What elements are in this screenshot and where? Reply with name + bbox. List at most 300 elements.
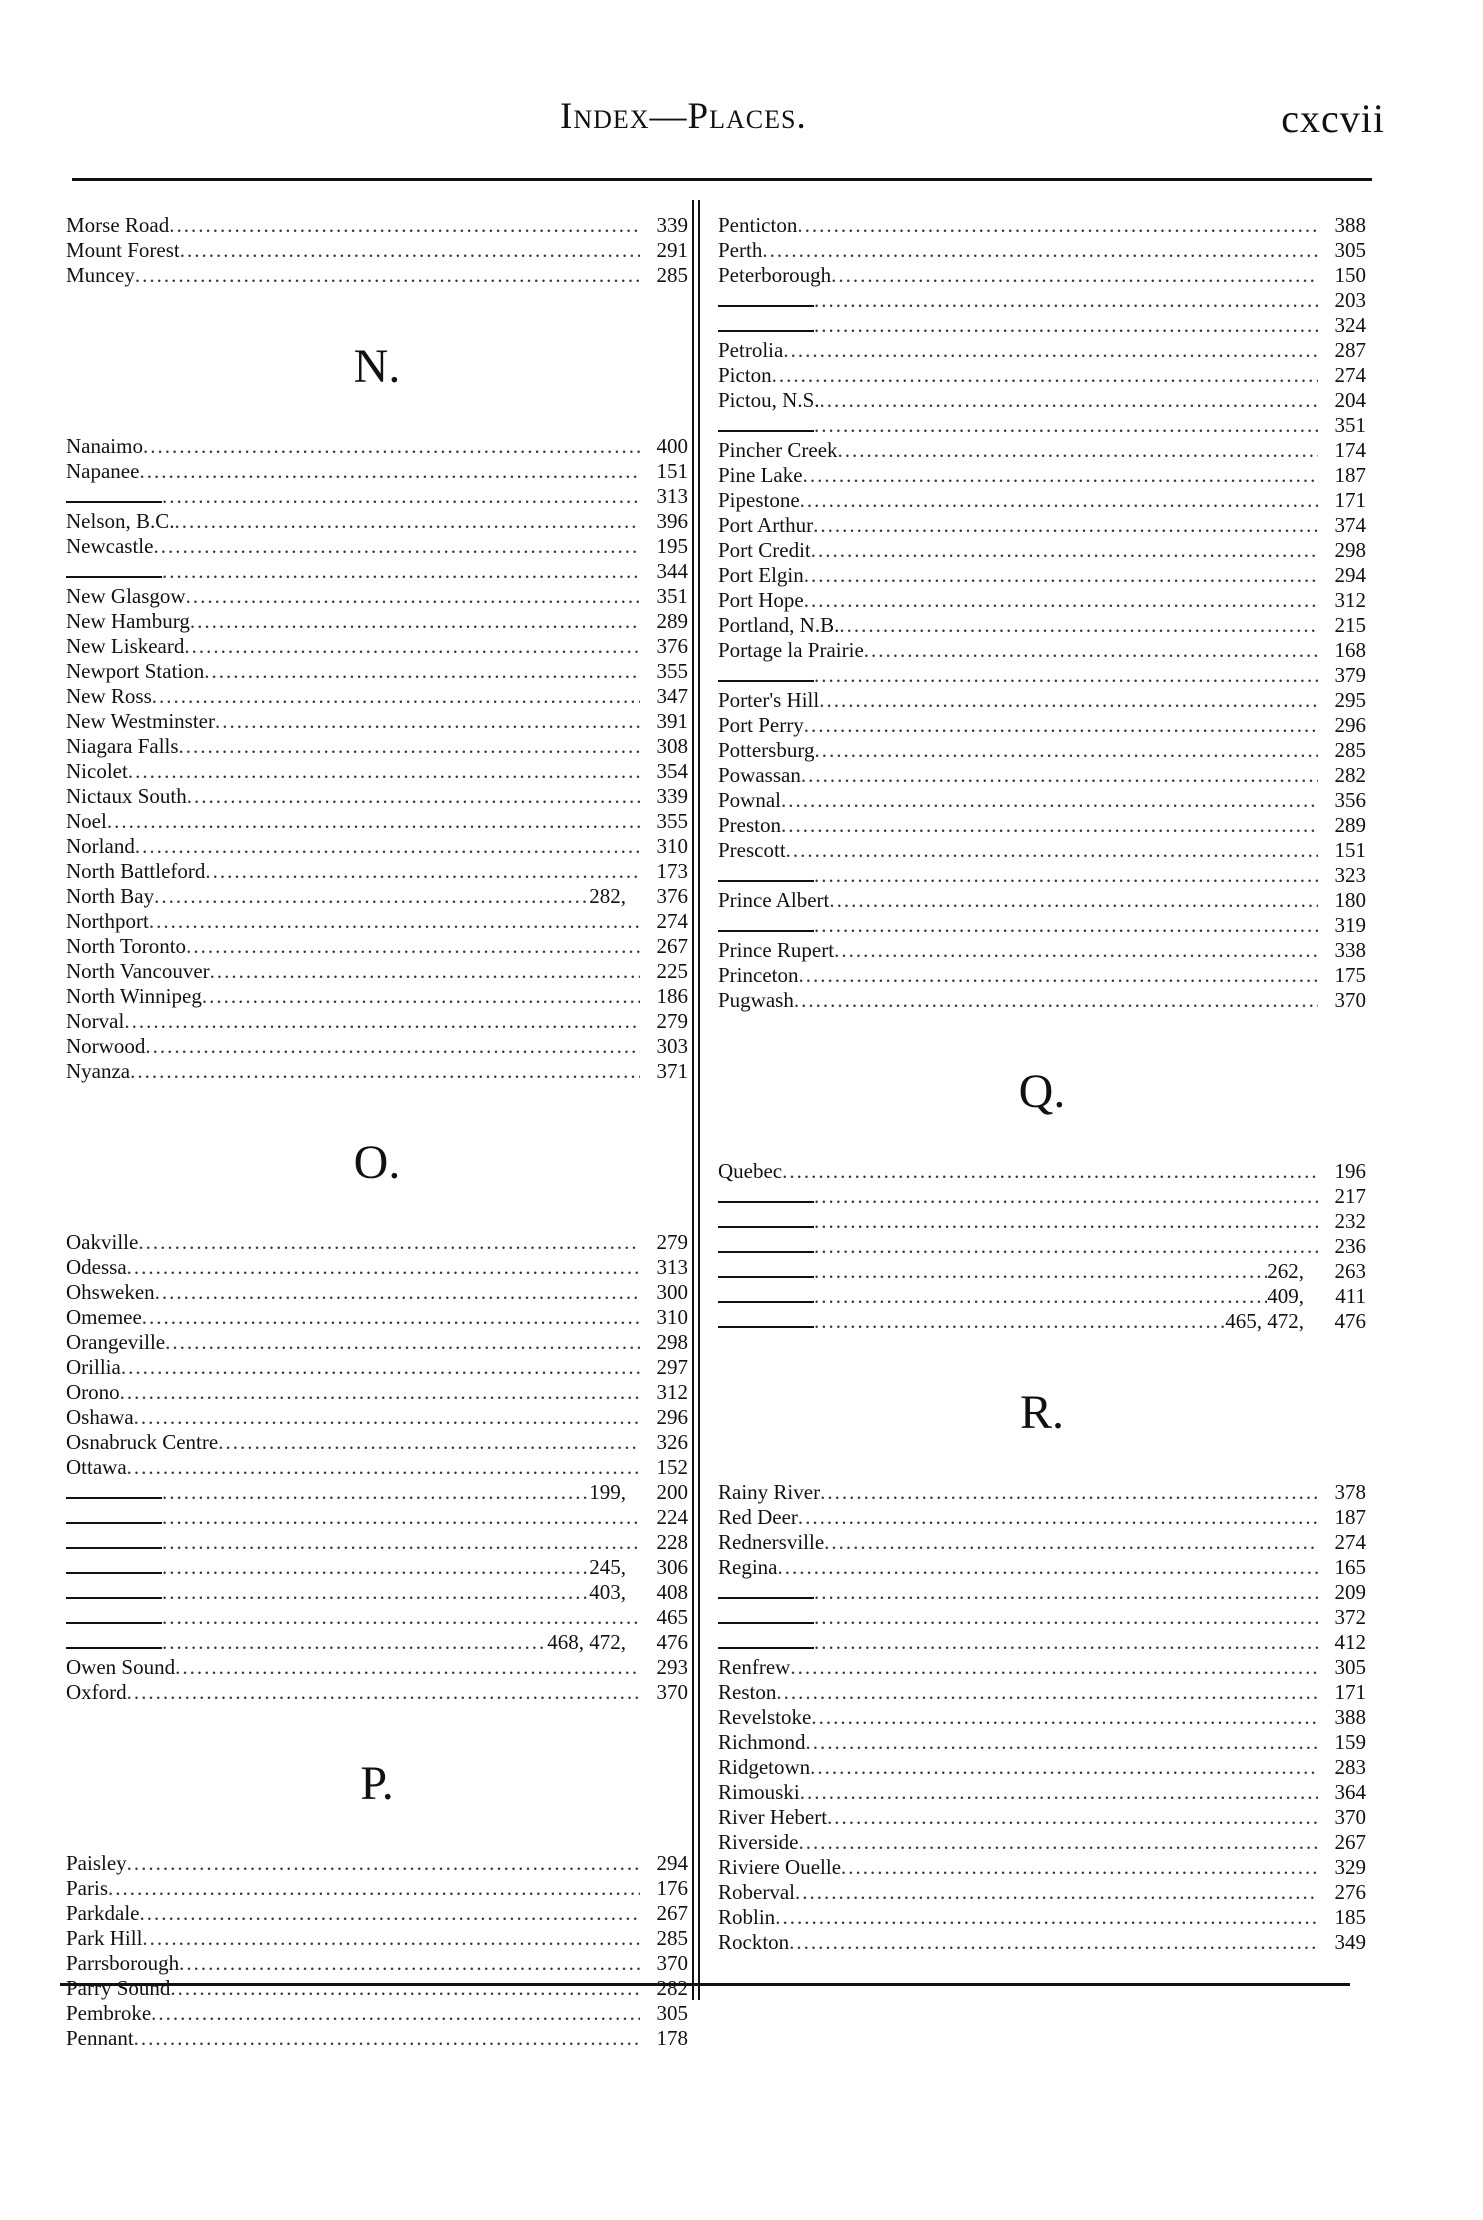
dot-leader bbox=[175, 1655, 640, 1680]
index-entry bbox=[66, 1430, 688, 1455]
index-entry bbox=[718, 1555, 1366, 1580]
index-entry bbox=[66, 909, 688, 934]
index-entry bbox=[66, 1305, 688, 1330]
page-reference: 298 bbox=[1334, 538, 1366, 562]
page-reference: 187 bbox=[1334, 463, 1366, 487]
index-entry bbox=[718, 838, 1366, 863]
page-reference: 185 bbox=[1334, 1905, 1366, 1929]
page-reference: 171 bbox=[1334, 488, 1366, 512]
dot-leader bbox=[215, 709, 640, 734]
dot-leader bbox=[184, 634, 640, 659]
place-name: Napanee bbox=[66, 459, 140, 483]
dot-leader bbox=[814, 413, 1318, 438]
dot-leader bbox=[819, 688, 1318, 713]
page-reference: 224 bbox=[656, 1505, 688, 1529]
index-entry bbox=[718, 1259, 1366, 1284]
dot-leader bbox=[789, 1930, 1318, 1955]
page-reference: 376 bbox=[656, 634, 688, 658]
place-name: Pictou, N.S. bbox=[718, 388, 820, 412]
place-name: Ohsweken bbox=[66, 1280, 155, 1304]
page-reference: 159 bbox=[1334, 1730, 1366, 1754]
place-name: Oakville bbox=[66, 1230, 139, 1254]
dot-leader bbox=[824, 1530, 1318, 1555]
page-reference: 351 bbox=[656, 584, 688, 608]
page-reference: 285 bbox=[656, 263, 688, 287]
page-reference: 151 bbox=[1334, 838, 1366, 862]
place-name: Niagara Falls bbox=[66, 734, 179, 758]
dot-leader bbox=[135, 834, 640, 859]
dot-leader bbox=[162, 1580, 589, 1605]
dot-leader bbox=[124, 1009, 640, 1034]
ditto-dash bbox=[718, 1585, 814, 1599]
page-reference: 400 bbox=[656, 434, 688, 458]
dot-leader bbox=[204, 659, 640, 684]
page-reference: 267 bbox=[656, 934, 688, 958]
dot-leader bbox=[800, 1780, 1318, 1805]
index-entry bbox=[718, 1855, 1366, 1880]
page-reference: 313 bbox=[656, 484, 688, 508]
ditto-dash bbox=[66, 1560, 162, 1574]
place-name: Peterborough bbox=[718, 263, 832, 287]
ditto-dash bbox=[718, 1314, 814, 1328]
page-reference: 294 bbox=[1334, 563, 1366, 587]
page-reference: 396 bbox=[656, 509, 688, 533]
dot-leader bbox=[864, 638, 1318, 663]
page-reference: 171 bbox=[1334, 1680, 1366, 1704]
index-entry bbox=[66, 484, 688, 509]
index-entry bbox=[718, 738, 1366, 763]
page-reference: 200 bbox=[656, 1480, 688, 1504]
place-name: Noel bbox=[66, 809, 107, 833]
index-entry bbox=[718, 1284, 1366, 1309]
dot-leader bbox=[800, 488, 1318, 513]
dot-leader bbox=[790, 1655, 1318, 1680]
place-name: Ridgetown bbox=[718, 1755, 811, 1779]
top-rule bbox=[72, 178, 1372, 181]
letter-group bbox=[718, 1378, 1366, 1955]
dot-leader bbox=[814, 1184, 1318, 1209]
page-reference: 178 bbox=[656, 2026, 688, 2050]
page-reference: 354 bbox=[656, 759, 688, 783]
place-name: Newport Station bbox=[66, 659, 205, 683]
page-reference: 310 bbox=[656, 1305, 688, 1329]
dot-leader bbox=[170, 1976, 640, 2001]
section-letter: O. bbox=[353, 1136, 401, 1189]
ditto-dash bbox=[718, 1610, 814, 1624]
place-name: Norval bbox=[66, 1009, 125, 1033]
dot-leader bbox=[781, 788, 1318, 813]
place-name: Princeton bbox=[718, 963, 799, 987]
page-reference: 323 bbox=[1334, 863, 1366, 887]
dot-leader bbox=[162, 1605, 640, 1630]
letter-group bbox=[66, 1749, 688, 2051]
page-reference: 338 bbox=[1334, 938, 1366, 962]
index-entry bbox=[718, 1309, 1366, 1334]
ditto-dash bbox=[66, 489, 162, 503]
index-entry bbox=[66, 534, 688, 559]
index-entry bbox=[718, 313, 1366, 338]
place-name: North Winnipeg bbox=[66, 984, 202, 1008]
index-entry bbox=[718, 538, 1366, 563]
index-entry bbox=[718, 238, 1366, 263]
index-entry bbox=[718, 1705, 1366, 1730]
place-name: Parry Sound bbox=[66, 1976, 171, 2000]
page-reference: 293 bbox=[656, 1655, 688, 1679]
ditto-dash bbox=[718, 1289, 814, 1303]
index-entry bbox=[66, 459, 688, 484]
page-reference: 465 bbox=[656, 1605, 688, 1629]
page-reference: 312 bbox=[1334, 588, 1366, 612]
index-entry bbox=[66, 1851, 688, 1876]
dot-leader bbox=[814, 1309, 1225, 1334]
page-reference: 379 bbox=[1334, 663, 1366, 687]
dot-leader bbox=[134, 1405, 640, 1430]
letter-group bbox=[66, 332, 688, 1084]
index-entry bbox=[718, 1159, 1366, 1184]
index-entry bbox=[718, 288, 1366, 313]
place-name: Ottawa bbox=[66, 1455, 127, 1479]
index-entry bbox=[66, 1555, 688, 1580]
index-entry bbox=[66, 1255, 688, 1280]
dot-leader bbox=[155, 1280, 640, 1305]
page-reference: 370 bbox=[656, 1951, 688, 1975]
index-entry bbox=[718, 1184, 1366, 1209]
page-reference: 351 bbox=[1334, 413, 1366, 437]
dot-leader bbox=[813, 513, 1318, 538]
index-entry bbox=[66, 434, 688, 459]
place-name: Muncey bbox=[66, 263, 135, 287]
extra-page-numbers: 245, bbox=[589, 1555, 626, 1579]
letter-group bbox=[66, 213, 688, 288]
place-name: Pincher Creek bbox=[718, 438, 838, 462]
dot-leader bbox=[149, 909, 640, 934]
page-reference: 305 bbox=[1334, 238, 1366, 262]
bottom-rule bbox=[60, 1983, 1350, 1986]
place-name: Prince Albert bbox=[718, 888, 830, 912]
index-entry bbox=[66, 1230, 688, 1255]
index-entry bbox=[66, 884, 688, 909]
page-reference: 195 bbox=[656, 534, 688, 558]
dot-leader bbox=[814, 1234, 1318, 1259]
place-name: Nicolet bbox=[66, 759, 128, 783]
place-name: Norwood bbox=[66, 1034, 146, 1058]
section-letter: Q. bbox=[1018, 1065, 1066, 1118]
index-entry bbox=[66, 709, 688, 734]
page-reference: 276 bbox=[1334, 1880, 1366, 1904]
ditto-dash bbox=[66, 564, 162, 578]
dot-leader bbox=[811, 1705, 1318, 1730]
place-name: Red Deer bbox=[718, 1505, 798, 1529]
page-reference: 279 bbox=[656, 1009, 688, 1033]
index-entry bbox=[718, 488, 1366, 513]
dot-leader bbox=[798, 1830, 1318, 1855]
dot-leader bbox=[776, 1680, 1318, 1705]
dot-leader bbox=[838, 438, 1318, 463]
page-reference: 282 bbox=[1334, 763, 1366, 787]
dot-leader bbox=[135, 263, 640, 288]
dot-leader bbox=[130, 1059, 640, 1084]
dot-leader bbox=[162, 1530, 640, 1555]
dot-leader bbox=[120, 1380, 640, 1405]
dot-leader bbox=[804, 563, 1318, 588]
index-entry bbox=[66, 984, 688, 1009]
page-reference: 349 bbox=[1334, 1930, 1366, 1954]
dot-leader bbox=[180, 238, 640, 263]
index-entry bbox=[718, 638, 1366, 663]
index-entry bbox=[718, 938, 1366, 963]
place-name: Penticton bbox=[718, 213, 798, 237]
page-reference: 267 bbox=[1334, 1830, 1366, 1854]
page-reference: 274 bbox=[1334, 1530, 1366, 1554]
ditto-dash bbox=[718, 293, 814, 307]
index-entry bbox=[718, 1780, 1366, 1805]
page-reference: 176 bbox=[656, 1876, 688, 1900]
dot-leader bbox=[820, 388, 1318, 413]
letter-group bbox=[718, 1057, 1366, 1334]
page-reference: 329 bbox=[1334, 1855, 1366, 1879]
index-entry bbox=[718, 363, 1366, 388]
page-reference: 296 bbox=[1334, 713, 1366, 737]
page-reference: 263 bbox=[1334, 1259, 1366, 1283]
page-reference: 236 bbox=[1334, 1234, 1366, 1258]
page-reference: 283 bbox=[1334, 1755, 1366, 1779]
page-reference: 312 bbox=[656, 1380, 688, 1404]
index-entry bbox=[718, 1505, 1366, 1530]
dot-leader bbox=[210, 959, 640, 984]
dot-leader bbox=[127, 1680, 640, 1705]
ditto-dash bbox=[718, 1264, 814, 1278]
place-name: Newcastle bbox=[66, 534, 154, 558]
place-name: Odessa bbox=[66, 1255, 127, 1279]
index-entry bbox=[718, 863, 1366, 888]
index-entry bbox=[66, 1901, 688, 1926]
place-name: Roblin bbox=[718, 1905, 776, 1929]
page-reference: 165 bbox=[1334, 1555, 1366, 1579]
index-entry bbox=[718, 1530, 1366, 1555]
index-entry bbox=[66, 934, 688, 959]
index-entry bbox=[718, 1480, 1366, 1505]
page-reference: 291 bbox=[656, 238, 688, 262]
index-entry bbox=[718, 1905, 1366, 1930]
page-reference: 187 bbox=[1334, 1505, 1366, 1529]
dot-leader bbox=[777, 1555, 1318, 1580]
index-entry bbox=[66, 509, 688, 534]
index-entry bbox=[718, 338, 1366, 363]
index-entry bbox=[66, 609, 688, 634]
page-reference: 175 bbox=[1334, 963, 1366, 987]
dot-leader bbox=[814, 288, 1318, 313]
index-entry bbox=[718, 1209, 1366, 1234]
page-reference: 274 bbox=[656, 909, 688, 933]
page-reference: 310 bbox=[656, 834, 688, 858]
place-name: North Toronto bbox=[66, 934, 187, 958]
dot-leader bbox=[798, 963, 1318, 988]
place-name: North Vancouver bbox=[66, 959, 210, 983]
page-reference: 370 bbox=[1334, 1805, 1366, 1829]
page-reference: 287 bbox=[1334, 338, 1366, 362]
dot-leader bbox=[814, 738, 1318, 763]
dot-leader bbox=[829, 888, 1318, 913]
dot-leader bbox=[775, 1905, 1318, 1930]
index-entry bbox=[66, 238, 688, 263]
dot-leader bbox=[162, 1505, 640, 1530]
index-entry bbox=[66, 1380, 688, 1405]
page-reference: 267 bbox=[656, 1901, 688, 1925]
index-entry bbox=[718, 1830, 1366, 1855]
dot-leader bbox=[834, 938, 1318, 963]
place-name: Renfrew bbox=[718, 1655, 791, 1679]
page-reference: 151 bbox=[656, 459, 688, 483]
ditto-dash bbox=[718, 668, 814, 682]
place-name: Port Elgin bbox=[718, 563, 804, 587]
dot-leader bbox=[162, 559, 640, 584]
page-reference: 371 bbox=[656, 1059, 688, 1083]
place-name: Rockton bbox=[718, 1930, 790, 1954]
place-name: Parkdale bbox=[66, 1901, 140, 1925]
dot-leader bbox=[108, 1876, 640, 1901]
left-column bbox=[66, 213, 688, 2051]
dot-leader bbox=[798, 1505, 1318, 1530]
page-reference: 180 bbox=[1334, 888, 1366, 912]
page-reference: 196 bbox=[1334, 1159, 1366, 1183]
page-reference: 294 bbox=[656, 1851, 688, 1875]
page-reference: 356 bbox=[1334, 788, 1366, 812]
index-entry bbox=[718, 888, 1366, 913]
place-name: Regina bbox=[718, 1555, 778, 1579]
dot-leader bbox=[179, 734, 640, 759]
page-header bbox=[0, 95, 1483, 155]
dot-leader bbox=[827, 1805, 1318, 1830]
index-entry bbox=[66, 1655, 688, 1680]
index-entry bbox=[718, 913, 1366, 938]
page-reference: 355 bbox=[656, 659, 688, 683]
index-entry bbox=[66, 1059, 688, 1084]
dot-leader bbox=[128, 759, 640, 784]
place-name: Park Hill bbox=[66, 1926, 143, 1950]
page-reference: 285 bbox=[1334, 738, 1366, 762]
dot-leader bbox=[814, 1259, 1267, 1284]
page-reference: 285 bbox=[656, 1926, 688, 1950]
index-entry bbox=[718, 813, 1366, 838]
dot-leader bbox=[782, 1159, 1318, 1184]
dot-leader bbox=[121, 1355, 640, 1380]
dot-leader bbox=[797, 213, 1318, 238]
extra-page-numbers: 282, bbox=[589, 884, 626, 908]
index-entry bbox=[66, 759, 688, 784]
index-entry bbox=[66, 1926, 688, 1951]
page-reference: 152 bbox=[656, 1455, 688, 1479]
letter-group bbox=[718, 213, 1366, 1013]
page-reference: 303 bbox=[656, 1034, 688, 1058]
place-name: Reston bbox=[718, 1680, 777, 1704]
page-reference: 370 bbox=[656, 1680, 688, 1704]
place-name: Port Hope bbox=[718, 588, 804, 612]
index-entry bbox=[718, 613, 1366, 638]
dot-leader bbox=[202, 984, 640, 1009]
index-entry bbox=[66, 1505, 688, 1530]
place-name: New Westminster bbox=[66, 709, 215, 733]
page-reference: 313 bbox=[656, 1255, 688, 1279]
index-entry bbox=[66, 1630, 688, 1655]
place-name: Owen Sound bbox=[66, 1655, 176, 1679]
index-entry bbox=[66, 1034, 688, 1059]
place-name: Nictaux South bbox=[66, 784, 187, 808]
index-entry bbox=[718, 588, 1366, 613]
dot-leader bbox=[142, 1926, 640, 1951]
page-reference: 228 bbox=[656, 1530, 688, 1554]
dot-leader bbox=[205, 859, 640, 884]
page-reference: 308 bbox=[656, 734, 688, 758]
dot-leader bbox=[820, 1480, 1318, 1505]
index-entry bbox=[718, 388, 1366, 413]
page-reference: 289 bbox=[1334, 813, 1366, 837]
index-entry bbox=[66, 1355, 688, 1380]
place-name: Picton bbox=[718, 363, 772, 387]
ditto-dash bbox=[66, 1585, 162, 1599]
index-entry bbox=[66, 1680, 688, 1705]
page-reference: 408 bbox=[656, 1580, 688, 1604]
dot-leader bbox=[794, 988, 1318, 1013]
place-name: Mount Forest bbox=[66, 238, 180, 262]
page-reference: 232 bbox=[1334, 1209, 1366, 1233]
page-reference: 374 bbox=[1334, 513, 1366, 537]
ditto-dash bbox=[718, 1635, 814, 1649]
place-name: Orono bbox=[66, 1380, 120, 1404]
dot-leader bbox=[831, 263, 1318, 288]
dot-leader bbox=[814, 1580, 1318, 1605]
page-reference: 203 bbox=[1334, 288, 1366, 312]
page-reference: 204 bbox=[1334, 388, 1366, 412]
page-reference: 296 bbox=[656, 1405, 688, 1429]
dot-leader bbox=[803, 463, 1318, 488]
dot-leader bbox=[186, 934, 640, 959]
index-entry bbox=[66, 834, 688, 859]
ditto-dash bbox=[718, 1214, 814, 1228]
ditto-dash bbox=[66, 1510, 162, 1524]
ditto-dash bbox=[718, 918, 814, 932]
dot-leader bbox=[814, 1284, 1267, 1309]
index-entry bbox=[66, 263, 688, 288]
place-name: Paisley bbox=[66, 1851, 127, 1875]
page-reference: 306 bbox=[656, 1555, 688, 1579]
index-entry bbox=[66, 684, 688, 709]
page-reference: 476 bbox=[656, 1630, 688, 1654]
index-entry bbox=[718, 463, 1366, 488]
index-entry bbox=[718, 763, 1366, 788]
page-reference: 355 bbox=[656, 809, 688, 833]
index-entry bbox=[718, 713, 1366, 738]
index-entry bbox=[66, 1530, 688, 1555]
page-reference: 300 bbox=[656, 1280, 688, 1304]
index-entry bbox=[66, 1455, 688, 1480]
place-name: Prince Rupert bbox=[718, 938, 835, 962]
page-reference: 274 bbox=[1334, 363, 1366, 387]
place-name: Orangeville bbox=[66, 1330, 166, 1354]
ditto-dash bbox=[66, 1635, 162, 1649]
page-reference: 174 bbox=[1334, 438, 1366, 462]
index-entry bbox=[718, 413, 1366, 438]
place-name: Pugwash bbox=[718, 988, 794, 1012]
page-reference: 388 bbox=[1334, 1705, 1366, 1729]
letter-group bbox=[66, 1128, 688, 1705]
index-entry bbox=[718, 1605, 1366, 1630]
extra-page-numbers: 262, bbox=[1267, 1259, 1304, 1283]
dot-leader bbox=[187, 784, 640, 809]
dot-leader bbox=[186, 584, 640, 609]
extra-page-numbers: 465, 472, bbox=[1225, 1309, 1304, 1333]
dot-leader bbox=[154, 884, 589, 909]
index-entry bbox=[718, 1655, 1366, 1680]
